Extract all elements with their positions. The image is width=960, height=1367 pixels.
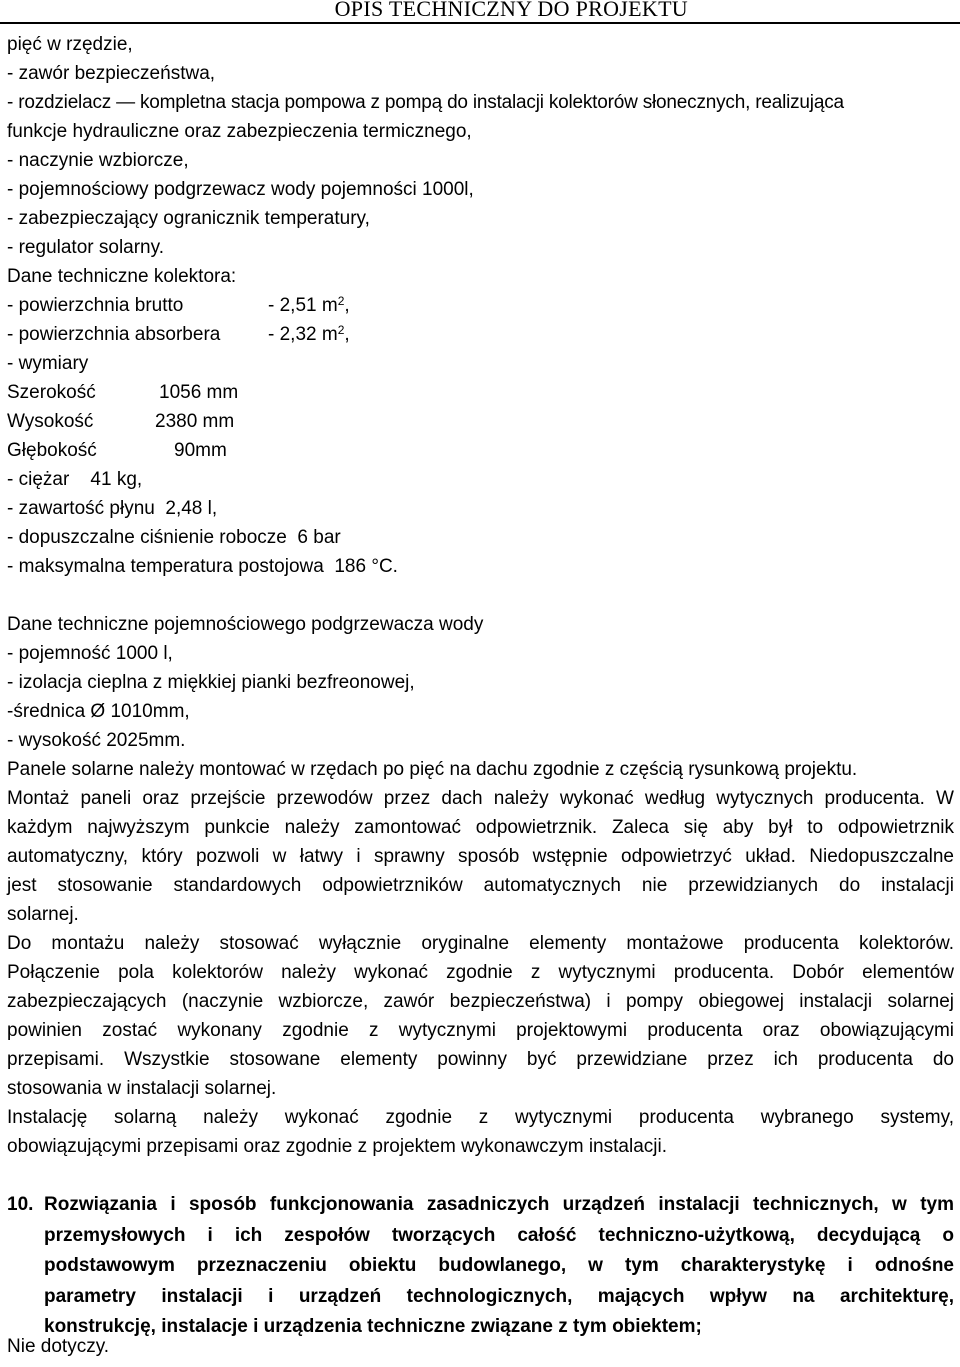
- spec-label: - powierzchnia brutto: [7, 295, 184, 316]
- list-item: - zabezpieczający ogranicznik temperatury,: [7, 208, 370, 229]
- spec-row-area-absorber: [7, 320, 954, 349]
- paragraph-line: automatyczny, który pozwoli w łatwy i sprawny sposób wstępnie odpowietrzyć układ. Niedopuszczalne: [7, 846, 954, 867]
- page-header: [0, 0, 960, 24]
- paragraph-line: solarnej.: [7, 904, 79, 925]
- document-body: [7, 30, 954, 1161]
- spec-label: - powierzchnia absorbera: [7, 324, 221, 345]
- heater-heading: Dane techniczne pojemnościowego podgrzewacza wody: [7, 614, 484, 635]
- paragraph-line: Instalację solarną należy wykonać zgodnie z wytycznymi producenta wybranego systemy,: [7, 1107, 954, 1128]
- section-heading-line: przemysłowych i ich zespołów tworzących całość techniczno-użytkową, decydującą o: [44, 1224, 954, 1246]
- list-item: funkcje hydrauliczne oraz zabezpieczenia termicznego,: [7, 121, 472, 142]
- paragraph-line: jest stosowanie standardowych odpowietrzników automatycznych nie przewidzianych do instalacji: [7, 875, 954, 896]
- list-intro: pięć w rzędzie,: [7, 34, 133, 55]
- paragraph-line: stosowania w instalacji solarnej.: [7, 1078, 277, 1099]
- paragraph-mounting: [7, 755, 954, 929]
- spec-temperature: - maksymalna temperatura postojowa 186 °C.: [7, 556, 398, 577]
- section-heading-line: konstrukcję, instalacje i urządzenia techniczne związane z tym obiektem;: [44, 1316, 702, 1337]
- spec-value: - 2,32 $m^2$,: [268, 323, 350, 345]
- heater-capacity: - pojemność 1000 l,: [7, 643, 173, 664]
- section-number: 10.: [7, 1194, 34, 1215]
- spec-label: Szerokość: [7, 382, 96, 403]
- spec-pressure: - dopuszczalne ciśnienie robocze 6 bar: [7, 527, 341, 548]
- dimensions-label: - wymiary: [7, 353, 89, 374]
- spec-value: 90mm: [174, 440, 227, 461]
- collector-heading: Dane techniczne kolektora:: [7, 266, 237, 287]
- paragraph-line: zabezpieczających (naczynie wzbiorcze, zawór bezpieczeństwa) i pompy obiegowej instalacji solarnej: [7, 991, 954, 1012]
- paragraph-line: każdym najwyższym punkcie należy zamontować odpowietrznik. Zaleca się aby był to odpowietrznik: [7, 817, 954, 838]
- spec-row-height: [7, 407, 954, 436]
- section-heading: [44, 1190, 954, 1343]
- list-item: - rozdzielacz — kompletna stacja pompowa z pompą do instalacji kolektorów słonecznych, realizująca: [7, 92, 844, 113]
- paragraph-line: Panele solarne należy montować w rzędach po pięć na dachu zgodnie z częścią rysunkową projektu.: [7, 759, 858, 780]
- paragraph-line: Do montażu należy stosować wyłącznie oryginalne elementy montażowe producenta kolektorów.: [7, 933, 954, 954]
- spec-value: 1056 mm: [159, 382, 239, 403]
- spec-row-depth: [7, 436, 954, 465]
- document-title: OPIS TECHNICZNY DO PROJEKTU: [334, 0, 688, 21]
- paragraph-installation: [7, 1103, 954, 1161]
- paragraph-line: powinien zostać wykonany zgodnie z wytycznymi projektowymi producenta oraz obowiązującymi: [7, 1020, 954, 1041]
- section-10: [7, 1190, 954, 1343]
- paragraph-components: [7, 929, 954, 1103]
- heater-height: - wysokość 2025mm.: [7, 730, 186, 751]
- paragraph-line: Połączenie pola kolektorów należy wykonać zgodnie z wytycznymi producenta. Dobór elementów: [7, 962, 954, 983]
- heater-insulation: - izolacja cieplna z miękkiej pianki bezfreonowej,: [7, 672, 415, 693]
- list-item: - zawór bezpieczeństwa,: [7, 63, 216, 84]
- spec-value: 2380 mm: [155, 411, 235, 432]
- spec-fluid: - zawartość płynu 2,48 l,: [7, 498, 218, 519]
- spec-weight: - ciężar 41 kg,: [7, 469, 143, 490]
- header-rule: [0, 22, 960, 24]
- spec-row-area-gross: [7, 291, 954, 320]
- spec-label: Wysokość: [7, 411, 94, 432]
- paragraph-line: przepisami. Wszystkie stosowane elementy powinny być przewidziane przez ich producenta do: [7, 1049, 954, 1070]
- list-item: - naczynie wzbiorcze,: [7, 150, 189, 171]
- paragraph-line: obowiązującymi przepisami oraz zgodnie z projektem wykonawczym instalacji.: [7, 1136, 667, 1157]
- heater-diameter: -średnica Ø 1010mm,: [7, 701, 190, 722]
- section-note: Nie dotyczy.: [7, 1336, 110, 1357]
- spacer: [7, 581, 954, 610]
- section-heading-line: parametry instalacji i urządzeń technologicznych, mających wpływ na architekturę,: [44, 1285, 954, 1307]
- section-heading-line: Rozwiązania i sposób funkcjonowania zasadniczych urządzeń instalacji technicznych, w tym: [44, 1194, 954, 1215]
- list-item: - regulator solarny.: [7, 237, 164, 258]
- spec-label: Głębokość: [7, 440, 97, 461]
- section-heading-line: podstawowym przeznaczeniu obiektu budowlanego, w tym charakterystykę i odnośne: [44, 1255, 954, 1276]
- spec-row-width: [7, 378, 954, 407]
- paragraph-line: Montaż paneli oraz przejście przewodów przez dach należy wykonać według wytycznych producenta. W: [7, 788, 954, 809]
- spec-value: - 2,51 $m^2$,: [268, 294, 350, 316]
- list-item: - pojemnościowy podgrzewacz wody pojemności 1000l,: [7, 179, 474, 200]
